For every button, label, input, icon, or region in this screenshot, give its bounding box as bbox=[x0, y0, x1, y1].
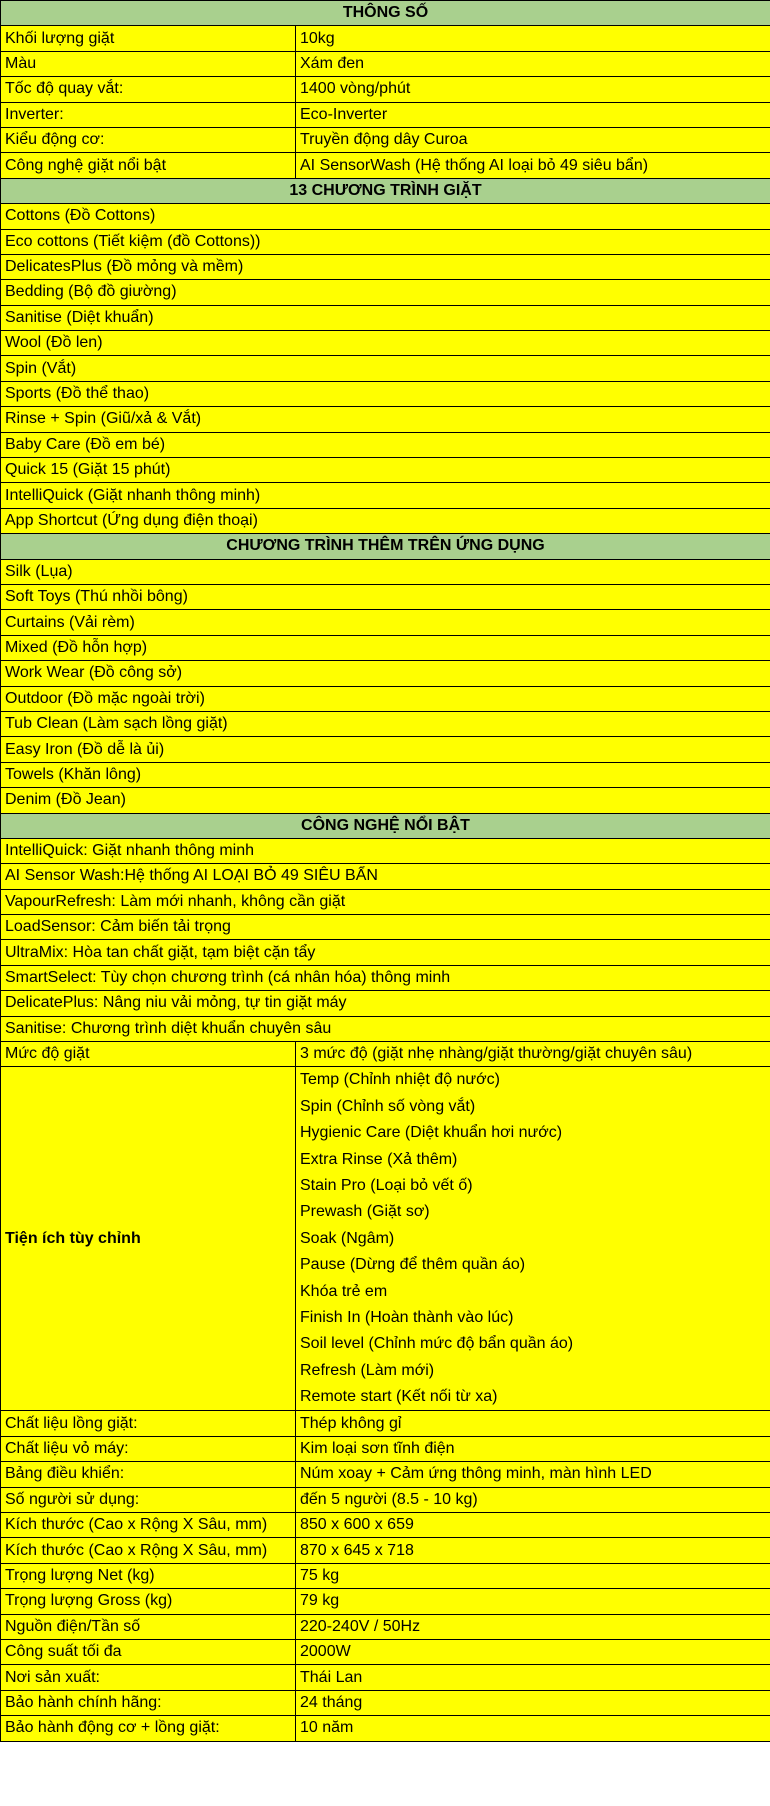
app-program-item: Curtains (Vải rèm) bbox=[1, 610, 770, 635]
app-program-item: Tub Clean (Làm sạch lồng giặt) bbox=[1, 711, 770, 736]
program-item: IntelliQuick (Giặt nhanh thông minh) bbox=[1, 483, 770, 508]
spec-label: Kiểu động cơ: bbox=[1, 127, 296, 152]
spec-label: Khối lượng giặt bbox=[1, 26, 296, 51]
technology-item: UltraMix: Hòa tan chất giặt, tạm biệt cặn tẩy bbox=[1, 940, 770, 965]
program-row bbox=[1, 381, 770, 406]
app-program-row bbox=[1, 661, 770, 686]
technology-row bbox=[1, 838, 770, 863]
program-row bbox=[1, 331, 770, 356]
spec-value: AI SensorWash (Hệ thống AI loại bỏ 49 siêu bẩn) bbox=[296, 153, 770, 178]
app-program-row bbox=[1, 762, 770, 787]
spec-value: 850 x 600 x 659 bbox=[296, 1513, 770, 1538]
program-item: App Shortcut (Ứng dụng điện thoại) bbox=[1, 508, 770, 533]
spec-label: Công suất tối đa bbox=[1, 1640, 296, 1665]
spec-row bbox=[1, 1538, 770, 1563]
section-header-cong-nghe bbox=[1, 813, 770, 838]
spec-value: Eco-Inverter bbox=[296, 102, 770, 127]
app-program-row bbox=[1, 610, 770, 635]
spec-value: 2000W bbox=[296, 1640, 770, 1665]
technology-item: VapourRefresh: Làm mới nhanh, không cần giặt bbox=[1, 889, 770, 914]
spec-value: đến 5 người (8.5 - 10 kg) bbox=[296, 1487, 770, 1512]
spec-value: Thái Lan bbox=[296, 1665, 770, 1690]
spec-label: Công nghệ giặt nổi bật bbox=[1, 153, 296, 178]
spec-value: Thép không gỉ bbox=[296, 1411, 770, 1436]
app-program-item: Denim (Đồ Jean) bbox=[1, 788, 770, 813]
custom-option: Prewash (Giặt sơ) bbox=[300, 1203, 430, 1221]
spec-value: Núm xoay + Cảm ứng thông minh, màn hình LED bbox=[296, 1462, 770, 1487]
technology-row bbox=[1, 965, 770, 990]
technology-item: DelicatePlus: Nâng niu vải mỏng, tự tin giặt máy bbox=[1, 991, 770, 1016]
program-row bbox=[1, 204, 770, 229]
program-item: Quick 15 (Giặt 15 phút) bbox=[1, 458, 770, 483]
technology-item: SmartSelect: Tùy chọn chương trình (cá nhân hóa) thông minh bbox=[1, 965, 770, 990]
custom-options-list bbox=[296, 1067, 770, 1411]
technology-item: Sanitise: Chương trình diệt khuẩn chuyên sâu bbox=[1, 1016, 770, 1041]
spec-row-wash-level bbox=[1, 1042, 770, 1067]
app-program-item: Work Wear (Đồ công sở) bbox=[1, 661, 770, 686]
section-title: CÔNG NGHỆ NỔI BẬT bbox=[1, 813, 770, 838]
spec-label: Inverter: bbox=[1, 102, 296, 127]
spec-label: Trọng lượng Net (kg) bbox=[1, 1563, 296, 1588]
program-item: Cottons (Đồ Cottons) bbox=[1, 204, 770, 229]
program-row bbox=[1, 407, 770, 432]
custom-option: Khóa trẻ em bbox=[300, 1282, 388, 1300]
spec-row bbox=[1, 1411, 770, 1436]
program-item: Eco cottons (Tiết kiệm (đồ Cottons)) bbox=[1, 229, 770, 254]
app-program-item: Outdoor (Đồ mặc ngoài trời) bbox=[1, 686, 770, 711]
spec-row bbox=[1, 77, 770, 102]
custom-option: Remote start (Kết nối từ xa) bbox=[300, 1388, 498, 1406]
program-row bbox=[1, 254, 770, 279]
spec-label: Chất liệu lồng giặt: bbox=[1, 1411, 296, 1436]
section-header-thong-so bbox=[1, 1, 770, 26]
app-program-row bbox=[1, 686, 770, 711]
technology-row bbox=[1, 915, 770, 940]
spec-row bbox=[1, 1436, 770, 1461]
program-item: Wool (Đồ len) bbox=[1, 331, 770, 356]
spec-row bbox=[1, 1589, 770, 1614]
app-program-row bbox=[1, 584, 770, 609]
section-title: 13 CHƯƠNG TRÌNH GIẶT bbox=[1, 178, 770, 203]
spec-row bbox=[1, 153, 770, 178]
spec-row bbox=[1, 1716, 770, 1741]
spec-row bbox=[1, 102, 770, 127]
spec-value: 75 kg bbox=[296, 1563, 770, 1588]
program-item: Spin (Vắt) bbox=[1, 356, 770, 381]
section-header-chuong-trinh bbox=[1, 178, 770, 203]
technology-row bbox=[1, 1016, 770, 1041]
program-row bbox=[1, 356, 770, 381]
spec-value: 870 x 645 x 718 bbox=[296, 1538, 770, 1563]
custom-option: Hygienic Care (Diệt khuẩn hơi nước) bbox=[300, 1124, 563, 1142]
spec-label: Số người sử dụng: bbox=[1, 1487, 296, 1512]
spec-value: 220-240V / 50Hz bbox=[296, 1614, 770, 1639]
program-item: DelicatesPlus (Đồ mỏng và mềm) bbox=[1, 254, 770, 279]
spec-row bbox=[1, 1462, 770, 1487]
spec-row bbox=[1, 26, 770, 51]
spec-row bbox=[1, 1665, 770, 1690]
custom-option: Stain Pro (Loại bỏ vết ố) bbox=[300, 1176, 473, 1194]
technology-row bbox=[1, 940, 770, 965]
program-row bbox=[1, 483, 770, 508]
spec-value: 79 kg bbox=[296, 1589, 770, 1614]
app-program-row bbox=[1, 711, 770, 736]
spec-row-custom-options bbox=[1, 1067, 770, 1411]
program-item: Baby Care (Đồ em bé) bbox=[1, 432, 770, 457]
program-row bbox=[1, 458, 770, 483]
section-title: CHƯƠNG TRÌNH THÊM TRÊN ỨNG DỤNG bbox=[1, 534, 770, 559]
spec-label: Tốc độ quay vắt: bbox=[1, 77, 296, 102]
technology-row bbox=[1, 991, 770, 1016]
spec-value: 10 năm bbox=[296, 1716, 770, 1741]
app-program-item: Mixed (Đồ hỗn hợp) bbox=[1, 635, 770, 660]
spec-label: Mức độ giặt bbox=[1, 1042, 296, 1067]
program-item: Bedding (Bộ đồ giường) bbox=[1, 280, 770, 305]
spec-row bbox=[1, 1614, 770, 1639]
spec-row bbox=[1, 1690, 770, 1715]
spec-value: 3 mức độ (giặt nhẹ nhàng/giặt thường/giặt chuyên sâu) bbox=[296, 1042, 770, 1067]
technology-item: LoadSensor: Cảm biến tải trọng bbox=[1, 915, 770, 940]
custom-option: Soak (Ngâm) bbox=[300, 1229, 395, 1247]
custom-option: Soil level (Chỉnh mức độ bẩn quần áo) bbox=[300, 1335, 574, 1353]
app-program-item: Easy Iron (Đồ dễ là ủi) bbox=[1, 737, 770, 762]
spec-label: Kích thước (Cao x Rộng X Sâu, mm) bbox=[1, 1538, 296, 1563]
app-program-row bbox=[1, 559, 770, 584]
spec-value: 24 tháng bbox=[296, 1690, 770, 1715]
custom-option: Refresh (Làm mới) bbox=[300, 1361, 435, 1379]
spec-label: Màu bbox=[1, 51, 296, 76]
app-program-item: Towels (Khăn lông) bbox=[1, 762, 770, 787]
technology-item: IntelliQuick: Giặt nhanh thông minh bbox=[1, 838, 770, 863]
program-row bbox=[1, 280, 770, 305]
app-program-row bbox=[1, 788, 770, 813]
custom-options-label: Tiện ích tùy chỉnh bbox=[1, 1067, 296, 1411]
technology-row bbox=[1, 864, 770, 889]
program-item: Rinse + Spin (Giũ/xả & Vắt) bbox=[1, 407, 770, 432]
app-program-item: Silk (Lụa) bbox=[1, 559, 770, 584]
app-program-row bbox=[1, 737, 770, 762]
custom-option: Spin (Chỉnh số vòng vắt) bbox=[300, 1097, 476, 1115]
spec-row bbox=[1, 127, 770, 152]
spec-row bbox=[1, 1563, 770, 1588]
spec-label: Chất liệu vỏ máy: bbox=[1, 1436, 296, 1461]
spec-label: Kích thước (Cao x Rộng X Sâu, mm) bbox=[1, 1513, 296, 1538]
spec-label: Trọng lượng Gross (kg) bbox=[1, 1589, 296, 1614]
program-row bbox=[1, 305, 770, 330]
section-header-ung-dung bbox=[1, 534, 770, 559]
spec-value: 1400 vòng/phút bbox=[296, 77, 770, 102]
spec-label: Bảo hành chính hãng: bbox=[1, 1690, 296, 1715]
spec-row bbox=[1, 1487, 770, 1512]
spec-label: Bảng điều khiển: bbox=[1, 1462, 296, 1487]
program-row bbox=[1, 229, 770, 254]
program-row bbox=[1, 508, 770, 533]
program-row bbox=[1, 432, 770, 457]
custom-option: Temp (Chỉnh nhiệt độ nước) bbox=[300, 1071, 500, 1089]
spec-row bbox=[1, 1640, 770, 1665]
spec-value: Truyền động dây Curoa bbox=[296, 127, 770, 152]
custom-option: Finish In (Hoàn thành vào lúc) bbox=[300, 1308, 514, 1326]
spec-value: 10kg bbox=[296, 26, 770, 51]
section-title: THÔNG SỐ bbox=[1, 1, 770, 26]
program-item: Sanitise (Diệt khuẩn) bbox=[1, 305, 770, 330]
custom-option: Pause (Dừng để thêm quần áo) bbox=[300, 1256, 526, 1274]
app-program-item: Soft Toys (Thú nhồi bông) bbox=[1, 584, 770, 609]
program-item: Sports (Đồ thể thao) bbox=[1, 381, 770, 406]
custom-option: Extra Rinse (Xả thêm) bbox=[300, 1150, 458, 1168]
spec-label: Nguồn điện/Tần số bbox=[1, 1614, 296, 1639]
technology-row bbox=[1, 889, 770, 914]
technology-item: AI Sensor Wash:Hệ thống AI LOẠI BỎ 49 SIÊU BẨN bbox=[1, 864, 770, 889]
spec-row bbox=[1, 51, 770, 76]
spec-label: Nơi sản xuất: bbox=[1, 1665, 296, 1690]
spec-value: Xám đen bbox=[296, 51, 770, 76]
spec-label: Bảo hành động cơ + lồng giặt: bbox=[1, 1716, 296, 1741]
app-program-row bbox=[1, 635, 770, 660]
spec-row bbox=[1, 1513, 770, 1538]
spec-value: Kim loại sơn tĩnh điện bbox=[296, 1436, 770, 1461]
